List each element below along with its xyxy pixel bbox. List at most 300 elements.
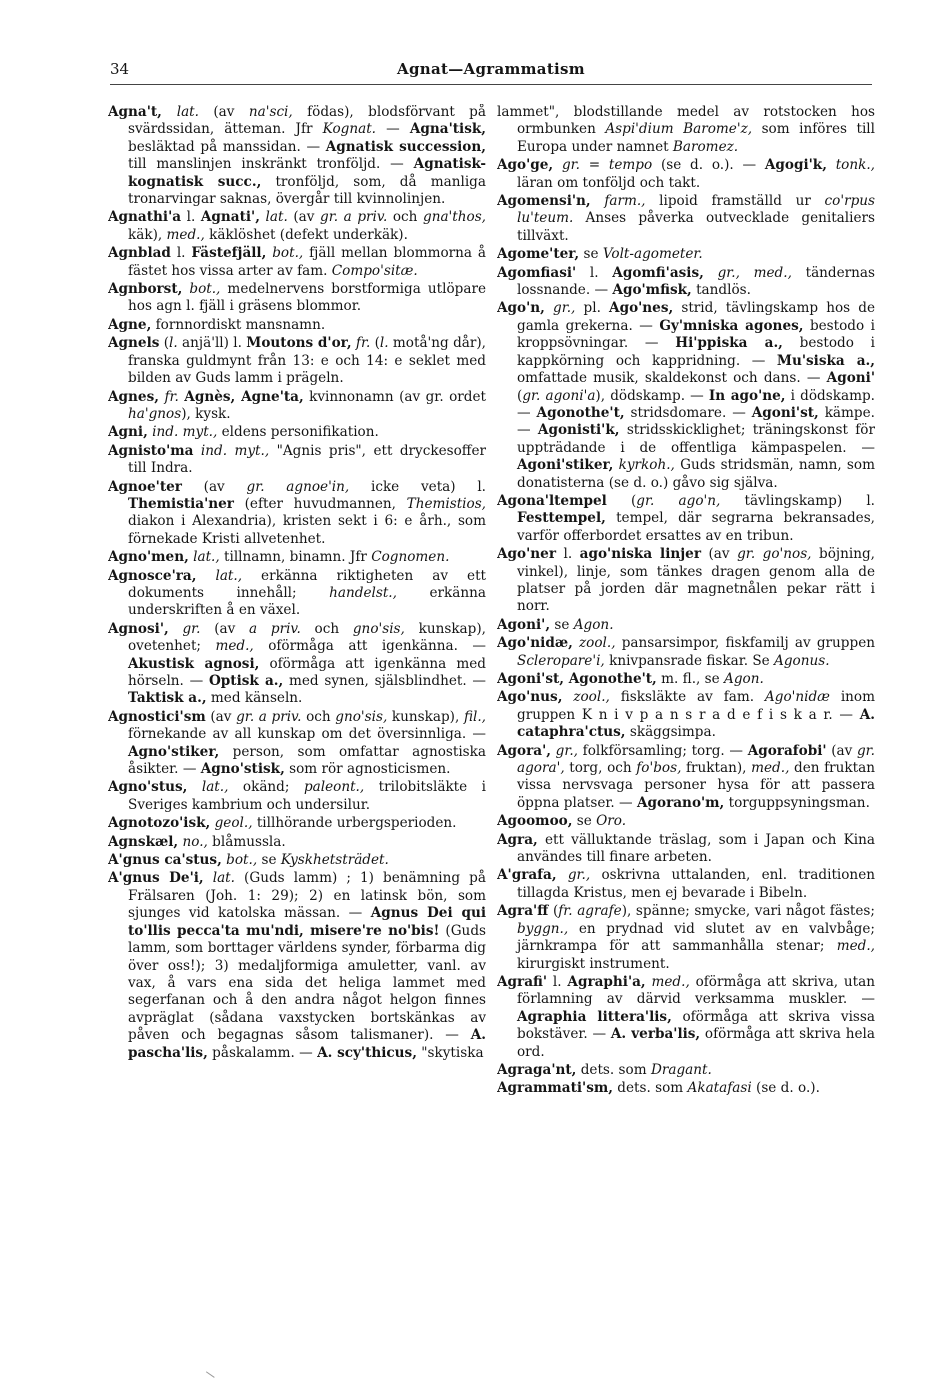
entry-text [557, 867, 568, 883]
entry-text: l. [181, 209, 201, 226]
entry-text: en prydnad vid slutet av en valvbåge; järnkrampa för att sammanhålla stenar; [517, 920, 875, 955]
entry-text: (Guds lamm, som borttager världens synder, förbarma dig över oss!); 3) medaljformiga amuletter, vanl. av vax, å vars ena sida det heliga lammet med segerfanan och å den andra något helgon finnes avpräglat (sådana vaxstycken bortskänkas av påven och begagnas såsom talismaner). — [128, 922, 486, 1044]
headword: Mu'siska a., [776, 352, 875, 369]
italic-term: Volt-agometer. [602, 246, 703, 263]
italic-term: Cognomen. [371, 549, 450, 566]
entry-text: motå'ng dår), franska guldmynt från 13: e och 14: e seklet med bilden av Guds lamm i prägeln. [128, 335, 486, 387]
entry-text: lipoid framställd ur [645, 193, 825, 210]
headword: Agoni'stiker, [517, 457, 614, 474]
entry-text: ett välluktande träslag, som i Japan och Kina användes till finare arbeten. [517, 831, 875, 866]
entry-text: den fruktan vissa nervsvaga personer hysa för att passera öppna platser. — [517, 760, 875, 811]
headword: Agoni', [497, 616, 551, 633]
headword: Agnborst, [108, 281, 183, 298]
italic-term: fil., [463, 708, 486, 725]
headword: Ago'mfisk, [612, 282, 692, 299]
headword: Agnatisk succession, [325, 138, 486, 155]
dictionary-entry [108, 335, 486, 387]
entry-text: = [579, 157, 609, 174]
entry-text: stridsskicklighet; träningskonst för uppträdande i de offentliga kämpaspelen. — [517, 422, 875, 456]
italic-term: gr. [561, 157, 580, 174]
italic-term: gr., [567, 867, 591, 884]
entry-text: strid, tävlingskamp hos de gamla grekerna. — [517, 300, 875, 334]
headword: In ago'ne, [708, 387, 786, 404]
italic-term: co'rpus lu'teum. [517, 193, 875, 227]
entry-text: förnekande av all kunskap om det översinnliga. — [128, 726, 486, 743]
entry-text: lammet", blodstillande medel av rotstocken hos ormbunken [497, 104, 875, 138]
headword: Agnoe'ter [108, 478, 182, 495]
entry-text: (se d. o.). [751, 1080, 820, 1097]
headword: A. scy'thicus, [317, 1044, 417, 1061]
italic-term: geol., [214, 815, 253, 832]
entry-text: oförmåga att igenkänna. — [253, 638, 486, 655]
italic-term: gr. agnoe'in, [246, 478, 350, 495]
entry-text: med känseln. [206, 690, 303, 707]
entry-text: oförmåga att skriva vissa bokstäver. — [517, 1008, 875, 1043]
headword: Agnosce'ra, [108, 567, 197, 584]
headword: Themistia'ner [128, 495, 234, 512]
headword: A. verba'lis, [610, 1026, 701, 1043]
italic-term: bot., [226, 852, 258, 869]
headword: Agnisto'ma [108, 442, 194, 459]
entry-text [553, 157, 562, 173]
entry-text: som införes till Europa under namnet [517, 121, 875, 155]
entry-text [204, 870, 213, 886]
italic-term: gr., [553, 300, 576, 317]
italic-term: zool., [579, 635, 616, 652]
entry-text: (efter huvudmannen, [233, 495, 407, 512]
dictionary-entry [497, 867, 875, 902]
headword: Ago'nes, [609, 300, 674, 317]
entry-text [169, 621, 183, 637]
entry-text: skäggsimpa. [625, 724, 716, 741]
italic-term: ind. myt., [152, 424, 218, 441]
italic-term: Compo'sitæ. [331, 262, 418, 279]
italic-term: Agonus. [774, 652, 830, 669]
italic-term: no., [182, 833, 208, 850]
headword: Agne, [108, 316, 152, 333]
entry-text [827, 157, 836, 173]
entry-text: ( [548, 903, 559, 920]
dictionary-entry [108, 443, 486, 478]
entry-text: (av [200, 620, 250, 637]
headword: A'gnus ca'stus, [108, 852, 222, 869]
entry-text: ), spänne; smycke, vari något fästes; [621, 903, 875, 920]
entry-text: (av [198, 104, 249, 120]
headword: Agna'tisk, [409, 121, 486, 138]
entry-text: ( [159, 335, 170, 352]
headword: Agnès, Agne'ta, [184, 388, 304, 405]
headword: Agnskæl, [108, 833, 179, 850]
entry-text: tandlös. [691, 282, 751, 299]
page-header [110, 60, 872, 82]
italic-term: lat. [265, 209, 288, 226]
italic-term: lat., [201, 779, 229, 796]
headword: Agrammati'sm, [497, 1080, 613, 1097]
headword: Agnostici'sm [108, 708, 206, 725]
headword: Agona'ltempel [497, 492, 607, 509]
entry-text: oförmåga att skriva, utan förlamning av därvid verksamma muskler. — [517, 973, 875, 1008]
headword: Optisk a., [208, 673, 284, 689]
headword: Agonisti'k, [537, 422, 620, 439]
headword: Agnes, [108, 388, 159, 405]
headword: Moutons d'or, [246, 335, 352, 352]
headword: Agnus Dei qui to'llis pecca'ta mu'ndi, misere're no'bis! [128, 905, 486, 939]
entry-text: (av [205, 708, 237, 725]
stray-mark [205, 1371, 214, 1378]
dictionary-entry [497, 246, 875, 263]
italic-term: Agon. [724, 671, 764, 687]
dictionary-entry [497, 193, 875, 245]
entry-text: folkförsamling; torg. — [578, 742, 748, 759]
dictionary-entry [108, 281, 486, 316]
italic-term: gna'thos, [423, 209, 486, 226]
italic-term: fr. [164, 388, 179, 405]
headword: Agra'ff [497, 903, 549, 920]
italic-term: Agon. [573, 616, 614, 633]
headword: Akustisk agnosi, [128, 655, 260, 672]
headword: Agnathi'a [108, 209, 182, 226]
entry-text: Anses påverka outvecklade genitaliers tillväxt. [517, 210, 875, 244]
italic-term: lat., [193, 549, 220, 566]
entry-text: oförmåga att skriva hela ord. [517, 1026, 875, 1060]
entry-text: (av [826, 742, 857, 759]
entry-text: dets. som [612, 1080, 688, 1097]
italic-term: gr. a priv. [320, 209, 388, 226]
headword: Agoni' [826, 370, 875, 387]
entry-text: bestodo i kappkörning och kappridning. — [517, 335, 875, 369]
headword: A'gnus De'i, [108, 870, 204, 887]
headword: Agnosi', [108, 620, 169, 637]
dictionary-entry [108, 317, 486, 334]
dictionary-entry [108, 389, 486, 424]
entry-text: ( [606, 492, 637, 509]
italic-term: byggn., [517, 920, 569, 937]
italic-term: Baromez. [672, 138, 739, 155]
entry-text: tävlingskamp) l. [720, 492, 875, 509]
headword: Ago'n, [497, 300, 545, 317]
headword: Hi'ppiska a., [675, 335, 783, 352]
italic-term: med., [836, 938, 875, 955]
entry-text: m. fl., se [656, 671, 725, 687]
entry-text: — [375, 121, 410, 138]
headword: Gy'mniska agones, [659, 317, 804, 334]
entry-text: kunskap), ovetenhet; [128, 620, 486, 655]
entry-text: torg, och [564, 760, 637, 777]
running-title: Agnat—Agrammatism [397, 60, 585, 78]
entry-text: bestodo i kroppsövningar. — [517, 317, 875, 352]
italic-term: l. [379, 335, 389, 352]
headword: Agome'ter, [497, 246, 580, 263]
entry-text: omfattade musik, skaldekonst och dans. — [517, 370, 827, 387]
italic-term: Themistios, [406, 495, 486, 512]
headword: Agrafi' [497, 973, 548, 990]
headword: Agoomoo, [497, 813, 573, 830]
dictionary-entry [497, 157, 875, 192]
dictionary-entry [497, 493, 875, 545]
headword: Agno'men, [108, 549, 189, 566]
entry-text: "Agnis pris", ett dryckesoffer till Indra. [128, 442, 486, 477]
entry-text: ), kysk. [181, 405, 231, 422]
entry-text: icke veta) l. [349, 478, 486, 495]
entry-text: torguppsyningsman. [724, 794, 870, 811]
entry-text: anjä'll) l. [177, 335, 247, 352]
headword: Agorano'm, [636, 794, 725, 811]
headword: Ago'nus, [497, 689, 563, 706]
entry-text: kämpe. — [517, 404, 875, 439]
italic-term: lat. [212, 870, 235, 887]
entry-text: se [257, 852, 281, 869]
dictionary-entry [108, 870, 486, 1061]
headword: Agraga'nt, [497, 1061, 577, 1078]
italic-term: na'sci, [248, 104, 293, 120]
entry-text: se [579, 246, 603, 263]
italic-term: med., [751, 760, 790, 777]
entry-text: erkänna underskriften å en växel. [128, 584, 486, 619]
entry-text: blåmussla. [207, 833, 286, 850]
headword: Agno'stiker, [128, 743, 220, 760]
entry-text: fjäll mellan blommorna å fästet hos vissa arter av fam. [128, 245, 486, 279]
left-column [108, 104, 486, 1264]
italic-term: l. [169, 335, 178, 352]
dictionary-entry [497, 743, 875, 813]
italic-term: bot., [272, 245, 304, 262]
headword: Taktisk a., [128, 690, 207, 707]
entry-text: person, som omfattar agnostiska åsikter. — [128, 743, 486, 778]
italic-term: kyrkoh., [618, 457, 675, 474]
dictionary-entry [497, 1062, 875, 1079]
italic-term: fo'bos, [636, 760, 682, 777]
entry-text: påskalamm. — [207, 1044, 318, 1061]
headword: Ago'nidæ, [497, 635, 573, 652]
headword: Agra, [497, 831, 538, 848]
entry-text: trilobitsläkte i Sveriges kambrium och undersilur. [128, 779, 486, 813]
italic-term: handelst., [329, 584, 397, 601]
italic-term: zool., [573, 689, 610, 706]
italic-term: med., [166, 226, 205, 243]
entry-text: diakon i Alexandria), kristen sekt i 6: e årh., som förnekade Kristi allvetenhet. [128, 513, 486, 547]
headword: Agnblad [108, 245, 171, 262]
dictionary-entry [497, 974, 875, 1061]
dictionary-entry [108, 104, 486, 208]
header-rule [110, 84, 872, 85]
dictionary-entry [497, 300, 875, 491]
headword: Agomfiasi' [497, 264, 577, 281]
dictionary-entry [108, 834, 486, 851]
right-column [497, 104, 875, 1264]
italic-term: med., [215, 638, 254, 655]
dictionary-entry [497, 617, 875, 634]
italic-term: Dragant. [650, 1061, 712, 1078]
entry-text: (av [701, 546, 738, 563]
dictionary-entry [108, 779, 486, 814]
entry-text: i dödskamp. — [517, 387, 875, 421]
headword: Agora', [497, 742, 551, 759]
italic-term: lat., [215, 567, 243, 584]
entry-text: okänd; [228, 779, 304, 796]
entry-text: (av [181, 478, 247, 495]
headword: A. cataphra'ctus, [517, 706, 875, 741]
entry-text: oskrivna uttalanden, enl. traditionen tillagda Kristus, men ej bevarade i Bibeln. [517, 867, 875, 901]
dictionary-entry [108, 815, 486, 832]
entry-text: tillnamn, binamn. Jfr [219, 549, 372, 566]
headword: Agorafobi' [747, 742, 827, 759]
dictionary-entry [497, 903, 875, 973]
entry-text: och [300, 620, 353, 637]
headword: Agomfi'asis, [612, 264, 704, 281]
italic-term: med., [651, 973, 690, 990]
italic-term: farm., [604, 193, 646, 210]
italic-term: a priv. [249, 620, 301, 637]
entry-text: se [550, 616, 574, 633]
entry-text: och [387, 209, 423, 226]
entry-text: l. [170, 245, 192, 262]
headword: Agnels [108, 335, 160, 352]
entry-text: se [572, 813, 597, 830]
entry-text: läran om tonföljd och takt. [517, 174, 701, 191]
entry-text: Guds stridsmän, namn, som donatisterna (se d. o.) gåvo sig själva. [517, 457, 875, 491]
entry-text: födas), blodsförvant på svärdssidan, ätteman. Jfr [128, 104, 486, 138]
italic-term: gno'sis, [352, 620, 405, 637]
headword: Agraphia littera'lis, [517, 1008, 672, 1025]
entry-text [591, 193, 605, 209]
italic-term: Kyskhetsträdet. [280, 852, 389, 869]
entry-text: tillhörande urbergsperioden. [252, 815, 457, 832]
italic-term: gr., med., [717, 264, 792, 281]
entry-text [545, 300, 553, 316]
dictionary-entry [108, 709, 486, 779]
entry-text [187, 779, 201, 795]
entry-text [704, 265, 718, 281]
italic-term: bot., [189, 281, 221, 298]
italic-term: tempo [608, 157, 653, 174]
dictionary-entry [497, 671, 875, 688]
entry-text: och [301, 708, 336, 725]
entry-text: kvinnonamn (av gr. ordet [303, 388, 486, 405]
dictionary-entry [108, 479, 486, 549]
headword: Agnotozo'isk, [108, 815, 211, 832]
dictionary-entry [497, 546, 875, 616]
entry-text: käklöshet (defekt underkäk). [204, 226, 408, 243]
entry-text: erkänna riktigheten av ett dokuments innehåll; [128, 567, 486, 601]
entry-text: (se d. o.). — [652, 157, 765, 174]
headword: Agomensi'n, [497, 193, 591, 210]
entry-text: fruktan), [681, 760, 752, 777]
entry-text: tempel, där segrarna bekransades, varför offerbordet ersattes av en tribun. [517, 510, 875, 544]
entry-text: besläktad på manssidan. — [128, 138, 326, 155]
entry-text: l. [576, 264, 613, 281]
italic-term: paleont., [303, 779, 365, 796]
dictionary-entry [497, 1080, 875, 1097]
entry-text [196, 568, 215, 584]
headword: Agna't, [108, 104, 177, 120]
entry-text: l. [547, 973, 568, 990]
italic-term: gr. [182, 620, 201, 637]
dictionary-entry [108, 568, 486, 620]
italic-term: gno'sis, [335, 708, 388, 725]
dictionary-entry [108, 621, 486, 708]
entry-text [562, 689, 573, 705]
entry-text: som rör agnosticismen. [284, 761, 451, 778]
entry-text: tronföljd, som, då manliga tronarvingar saknas, övergår till kvinnolinjen. [128, 173, 486, 208]
italic-term: gr. a priv. [236, 708, 302, 725]
italic-term: gr. agora', [517, 742, 875, 777]
entry-text: dets. som [576, 1061, 651, 1078]
dictionary-entry [108, 852, 486, 869]
headword: Agonothe't, [536, 404, 625, 421]
italic-term: lat. [176, 104, 199, 120]
entry-text [193, 443, 200, 459]
headword: A'grafa, [497, 867, 557, 884]
entry-text: pansarsimpor, fiskfamilj av gruppen [615, 635, 875, 652]
dictionary-entry [497, 104, 875, 156]
dictionary-entry [497, 689, 875, 741]
page-number: 34 [110, 60, 130, 78]
entry-text: fisksläkte av fam. [609, 689, 765, 706]
italic-term: gr. go'nos, [737, 546, 812, 563]
dictionary-entry [497, 265, 875, 300]
headword: Agoni'st, Agonothe't, [497, 671, 657, 687]
italic-term: Kognat. [322, 121, 376, 138]
headword: Ago'ner [497, 546, 556, 563]
headword: Agno'stisk, [200, 761, 285, 778]
headword: Agoni'st, [751, 404, 819, 421]
headword: Agogi'k, [764, 157, 827, 174]
entry-text: (Guds lamm) ; 1) benämning på Frälsaren (Joh. 1: 29); 2) en latinsk bön, som sjunges vid katolska mässan. — [128, 870, 486, 922]
dictionary-entry [497, 832, 875, 867]
headword: Agraphi'a, [567, 973, 646, 990]
italic-term: Aspi'dium Barome'z, [605, 121, 753, 138]
italic-term: fr. agrafe [558, 903, 622, 920]
italic-term: Akatafasi [687, 1080, 752, 1097]
dictionary-entry [108, 245, 486, 280]
entry-text: inom gruppen K n i v p a n s r a d e f i s k a r. — [517, 689, 875, 723]
entry-text: böjning, vinkel), linje, som tänkes dragen genom alla de platser på jorden där magnetnålen pekar rätt i norr. [517, 546, 875, 615]
dictionary-entry [497, 813, 875, 830]
entry-text: pl. [575, 300, 610, 317]
entry-text: ( [517, 387, 523, 404]
headword: Agnatisk-kognatisk succ., [128, 156, 486, 190]
entry-text: fornnordiskt mansnamn. [151, 316, 326, 333]
headword: Fästefjäll, [191, 245, 267, 262]
italic-term: gr. ago'n, [636, 492, 721, 509]
entry-text: (av [287, 209, 321, 226]
entry-text: till manslinjen inskränkt tronföljd. — [128, 156, 414, 173]
entry-text: l. [555, 546, 580, 563]
headword: ago'niska linjer [579, 546, 701, 563]
headword: Agnati', [200, 209, 260, 226]
entry-text: eldens personifikation. [217, 424, 379, 441]
italic-term: fr. [355, 335, 371, 352]
italic-term: ha'gnos [128, 405, 182, 422]
entry-text: ( [370, 335, 380, 352]
entry-text: "skytiska [416, 1044, 484, 1061]
headword: Agno'stus, [108, 779, 188, 796]
italic-term: Oro. [596, 813, 627, 830]
entry-text: med synen, själsblindhet. — [283, 673, 486, 689]
italic-term: Scleropare'i, [517, 652, 605, 669]
headword: A. pascha'lis, [128, 1027, 486, 1061]
entry-text: oförmåga att igenkänna med hörseln. — [128, 655, 486, 689]
entry-text: käk), [128, 226, 167, 243]
italic-term: Ago'nidæ [764, 689, 830, 706]
entry-text: ), dödskamp. — [595, 387, 709, 404]
dictionary-entry [497, 635, 875, 670]
entry-text: kunskap), [387, 708, 464, 725]
italic-term: ind. myt., [200, 442, 270, 459]
entry-text: kirurgiskt instrument. [517, 955, 670, 972]
entry-text: tändernas lossnande. — [517, 264, 875, 299]
dictionary-entry [108, 424, 486, 441]
